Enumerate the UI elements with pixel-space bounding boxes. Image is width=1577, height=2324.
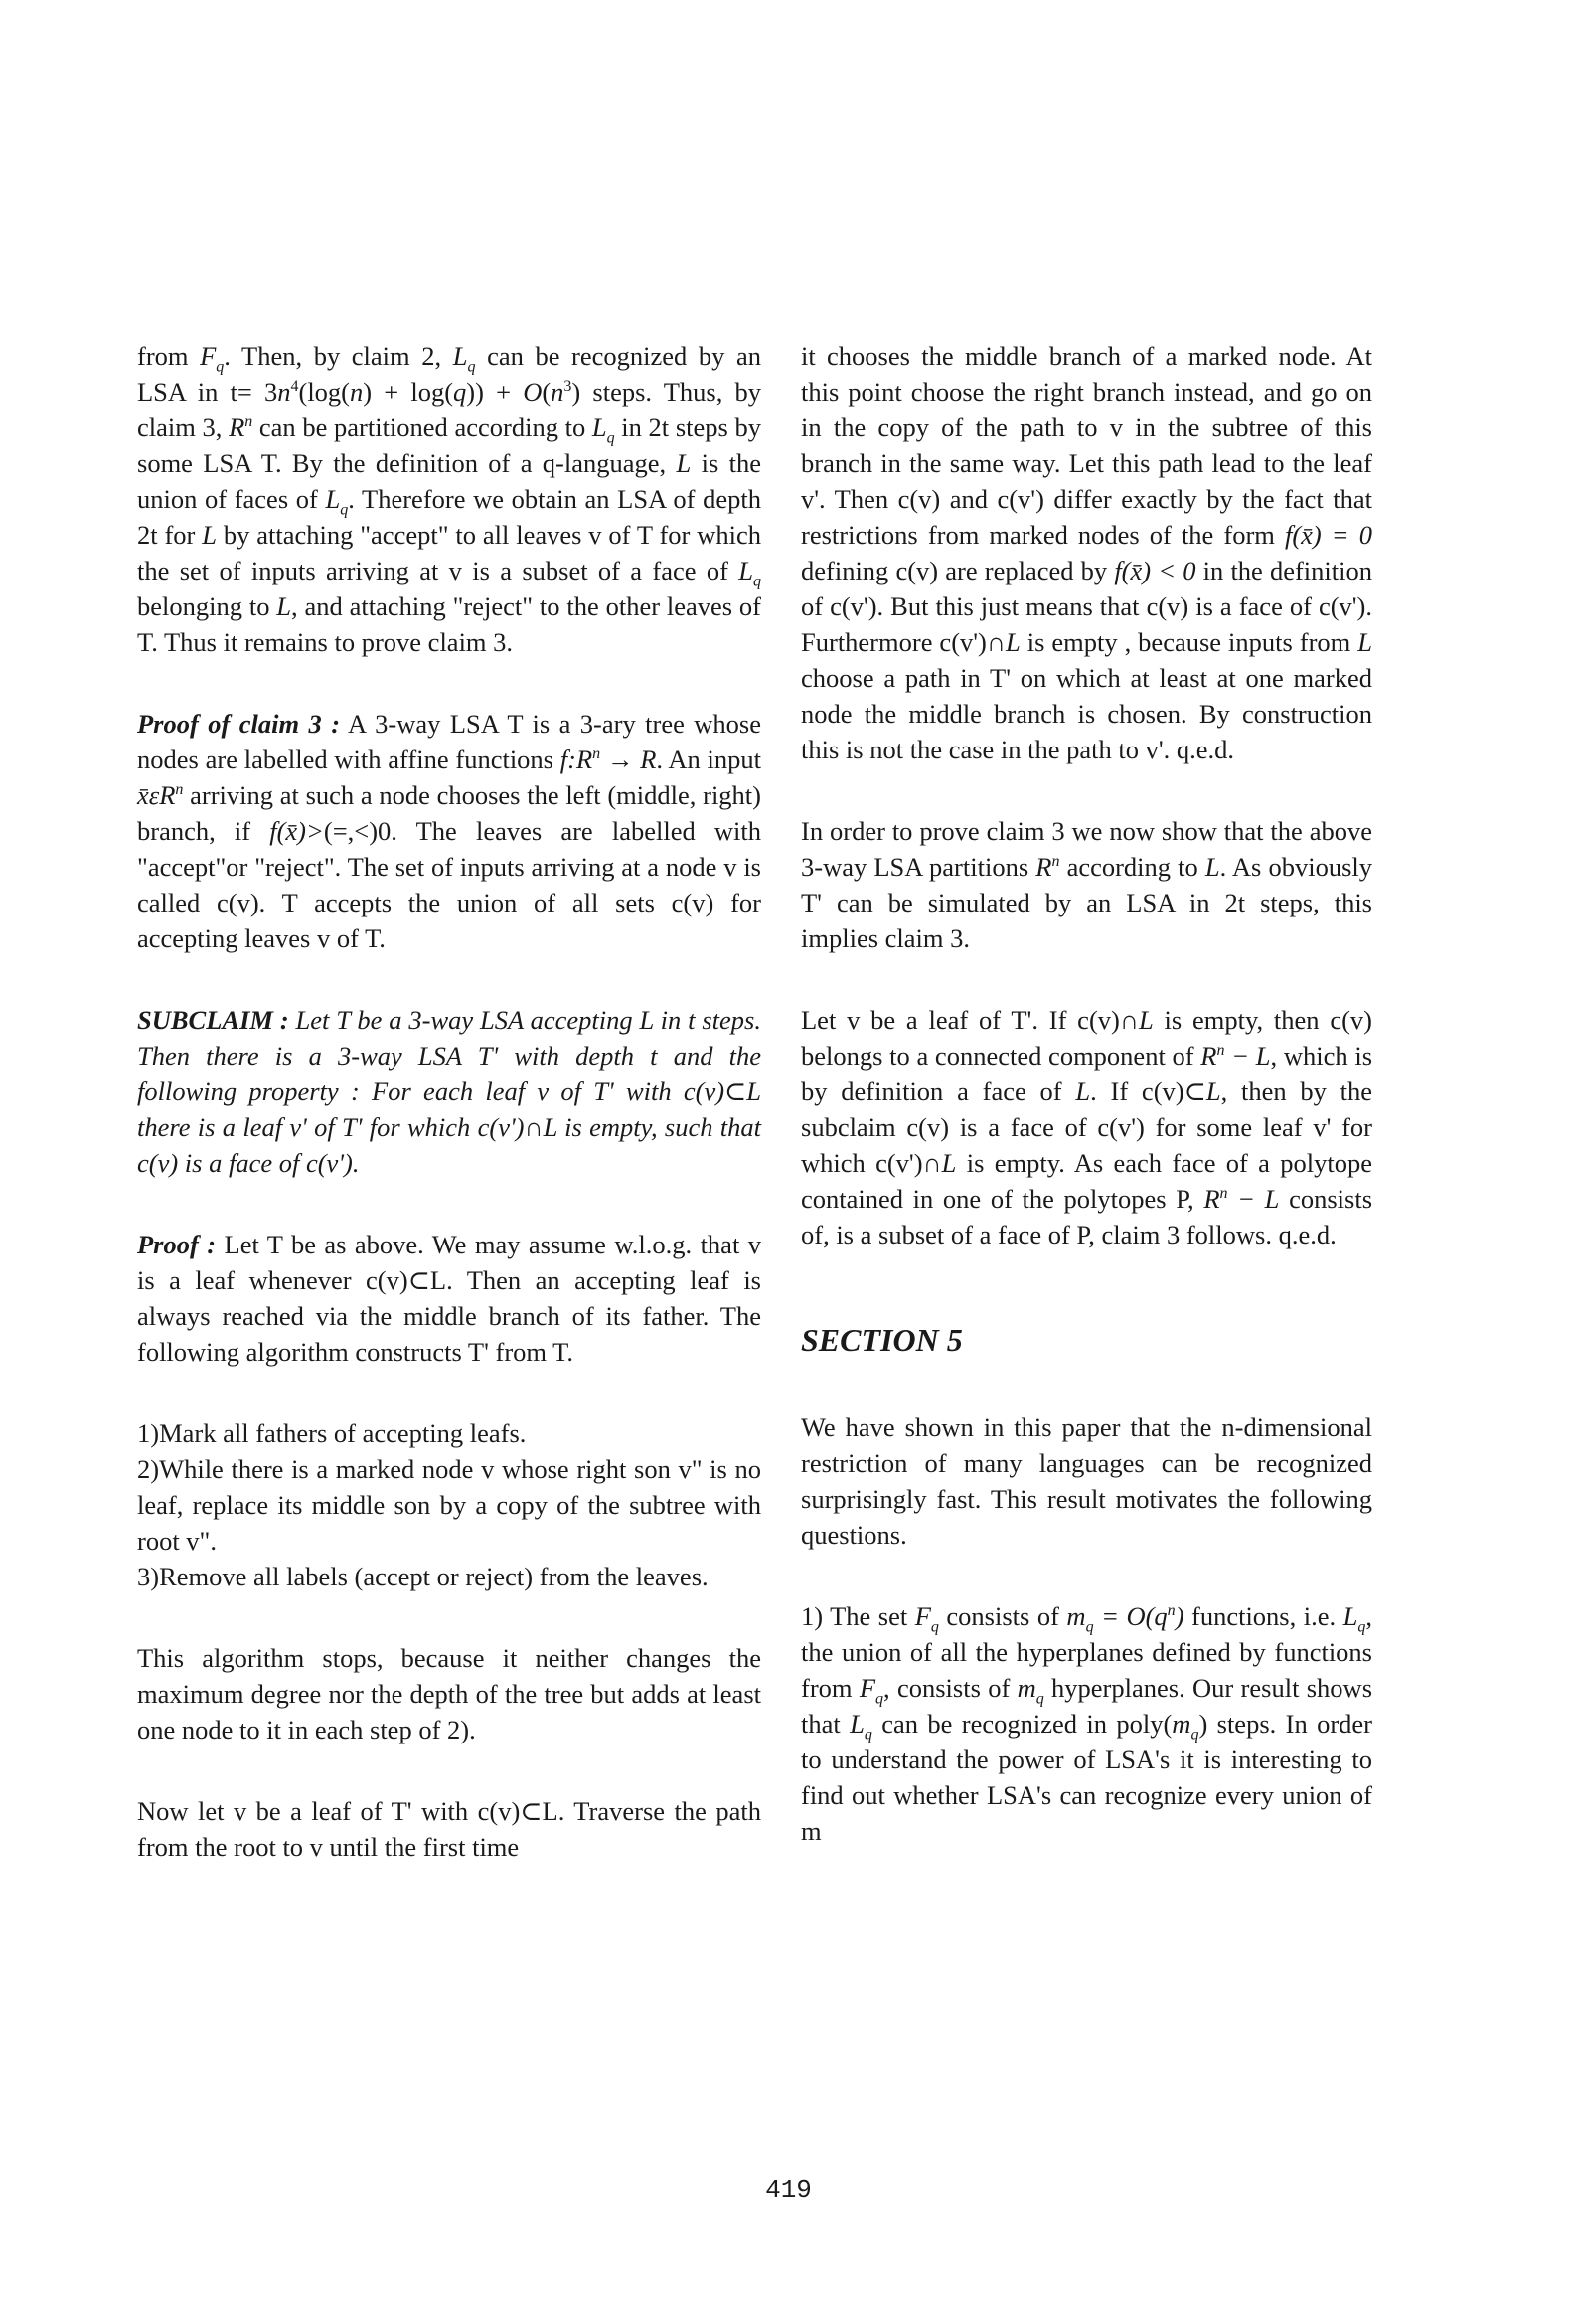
paragraph-algorithm-stops: This algorithm stops, because it neither changes the maximum degree nor the depth of the tree but adds at least one node to it in each step of 2).	[137, 1643, 761, 1744]
paragraph-subclaim: SUBCLAIM : Let T be a 3-way LSA accepting L in t steps. Then there is a 3-way LSA T' with depth t and the following property : For each leaf v of T' with c(v)⊂L there is a leaf v' of T' for which c(v')∩L is empty, such that c(v) is a face of c(v').	[137, 1005, 761, 1178]
paragraph-partition: In order to prove claim 3 we now show that the above 3-way LSA partitions $R^n$ according to L. As obviously T' can be simulated by an LSA in 2t steps, this implies claim 3.	[801, 816, 1372, 953]
proof-claim3-label: Proof of claim 3 :	[137, 709, 341, 739]
subclaim-label: SUBCLAIM :	[137, 1005, 289, 1035]
algorithm-step: 1)Mark all fathers of accepting leafs.	[137, 1418, 527, 1448]
paragraph-middle-branch: it chooses the middle branch of a marked node. At this point choose the right branch instead, and go on in the copy of the path to v in the subtree of this branch in the same way. Let this path lead to the leaf v'. Then c(v) and c(v') differ exactly by the fact that restrictions from marked nodes of the form f(x̄) = 0 defining c(v) are replaced by f(x̄) < 0 in the definition of c(v'). But this just means that c(v) is a face of c(v'). Furthermore c(v')∩L is empty , because inputs from L choose a path in T' on which at least at one marked node the middle branch is chosen. By construction this is not the case in the path to v'. q.e.d.	[801, 341, 1373, 764]
paragraph-proof: Proof : Let T be as above. We may assume w.l.o.g. that v is a leaf whenever c(v)⊂L. Then an accepting leaf is always reached via the middle branch of its father. The following algorithm constructs T' from T.	[137, 1230, 761, 1367]
proof-label: Proof :	[137, 1230, 217, 1259]
algorithm-step: 3)Remove all labels (accept or reject) from the leaves.	[137, 1562, 709, 1591]
paragraph-traverse-path: Now let v be a leaf of T' with c(v)⊂L. Traverse the path from the root to v until the first time	[137, 1796, 761, 1862]
algorithm-steps	[137, 1415, 761, 1594]
page-number: 419	[765, 2175, 812, 2205]
paragraph-summary: We have shown in this paper that the n-dimensional restriction of many languages can be recognized surprisingly fast. This result motivates the following questions.	[801, 1412, 1372, 1550]
paragraph-proof-claim3: Proof of claim 3 : A 3-way LSA T is a 3-ary tree whose nodes are labelled with affine functions $f:R^n \to R$. An input $x̄\varepsilon R^n$ arriving at such a node chooses the left (middle, right) branch, if f(x̄)>(=,<)0. The leaves are labelled with "accept"or "reject". The set of inputs arriving at a node v is called c(v). T accepts the union of all sets c(v) for accepting leaves v of T.	[137, 709, 761, 953]
paragraph-claim2-result: from $F_q$. Then, by claim 2, $L_q$ can be recognized by an LSA in $t= 3n^4(\log(n) + \log(q)) + O(n^3)$ steps. Thus, by claim 3, $R^n$ can be partitioned according to $L_q$ in 2t steps by some LSA T. By the definition of a q-language, L is the union of faces of $L_q$. Therefore we obtain an LSA of depth 2t for L by attaching "accept" to all leaves v of T for which the set of inputs arriving at v is a subset of a face of $L_q$ belonging to L, and attaching "reject" to the other leaves of T. Thus it remains to prove claim 3.	[137, 341, 762, 657]
paragraph-leaf-face: Let v be a leaf of T'. If c(v)∩L is empty, then c(v) belongs to a connected component of $R^n - L$, which is by definition a face of L. If c(v)⊂L, then by the subclaim c(v) is a face of c(v') for some leaf v' for which c(v')∩L is empty. As each face of a polytope contained in one of the polytopes P, $R^n - L$ consists of, is a subset of a face of P, claim 3 follows. q.e.d.	[801, 1005, 1373, 1249]
paragraph-question-1: 1) The set $F_q$ consists of $m_q = O(q^n)$ functions, i.e. $L_q$, the union of all the hyperplanes defined by functions from $F_q$, consists of $m_q$ hyperplanes. Our result shows that $L_q$ can be recognized in $poly(m_q)$ steps. In order to understand the power of LSA's it is interesting to find out whether LSA's can recognize every union of m	[801, 1601, 1373, 1846]
algorithm-step: 2)While there is a marked node v whose right son v" is no leaf, replace its middle son by a copy of the subtree with root v".	[137, 1454, 761, 1556]
section-heading: SECTION 5	[801, 1322, 963, 1358]
left-column	[137, 338, 761, 1865]
right-column	[801, 338, 1372, 1849]
